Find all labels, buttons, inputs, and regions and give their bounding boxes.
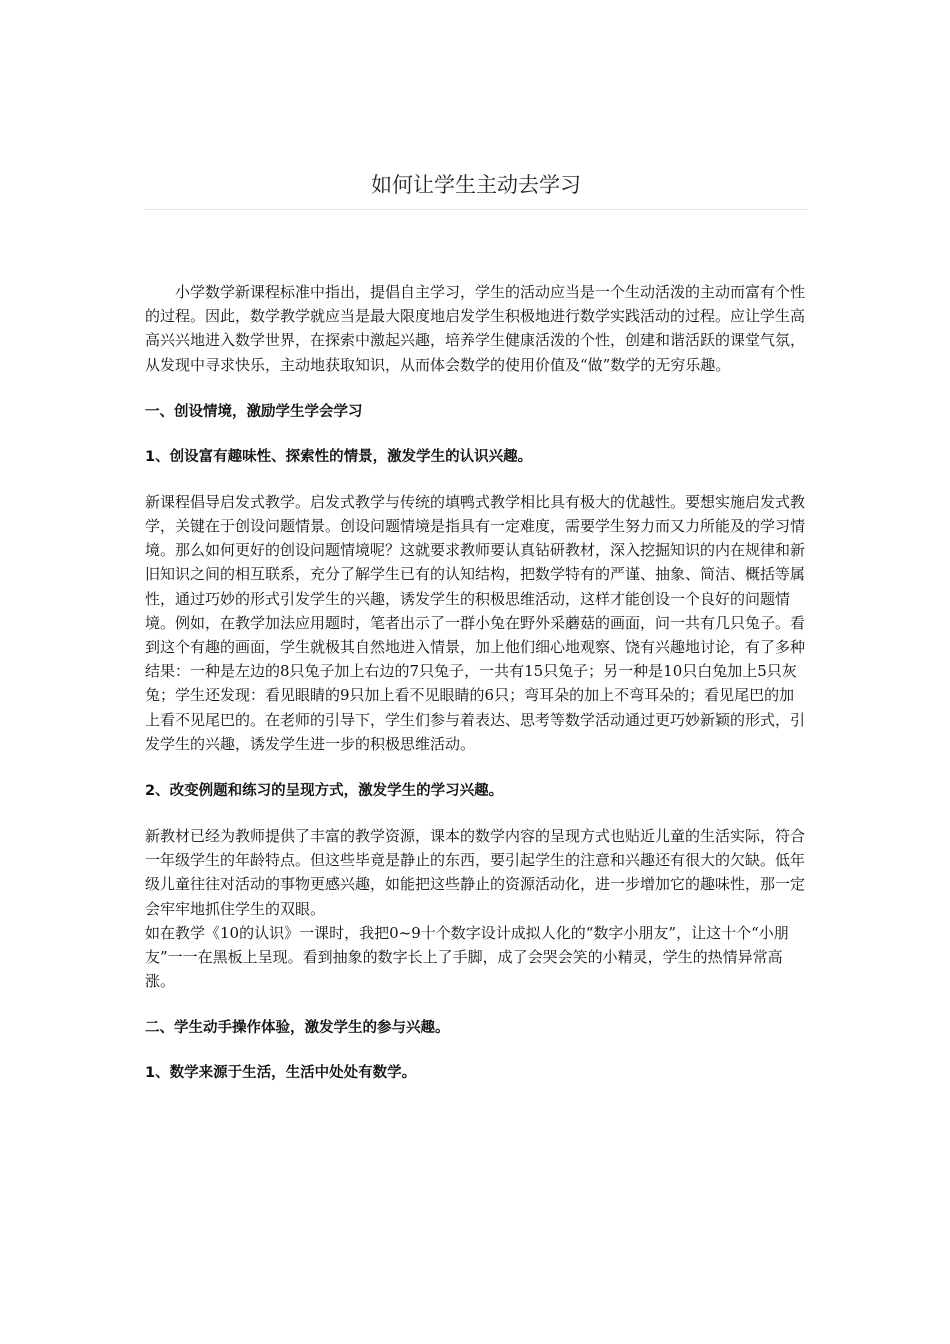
title-divider <box>145 209 807 210</box>
page-title: 如何让学生主动去学习 <box>371 173 581 197</box>
article-body <box>145 280 807 1085</box>
intro-paragraph: 小学数学新课程标准中指出，提倡自主学习，学生的活动应当是一个生动活泼的主动而富有个性的过程。因此，数学教学就应当是最大限度地启发学生积极地进行数学实践活动的过程。应让学生高高兴兴地进入数学世界，在探索中激起兴趣，培养学生健康活泼的个性，创建和谐活跃的课堂气氛，从发现中寻求快乐，主动地获取知识，从而体会数学的使用价值及“做”数学的无穷乐趣。 <box>145 283 806 374</box>
section-2-1-heading: 1、数学来源于生活，生活中处处有数学。 <box>145 1065 417 1082</box>
section-1-1-body: 新课程倡导启发式教学。启发式教学与传统的填鸭式教学相比具有极大的优越性。要想实施启发式教学，关键在于创设问题情景。创设问题情境是指具有一定难度，需要学生努力而又力所能及的学习情境。那么如何更好的创设问题情境呢？这就要求教师要认真钻研教材，深入挖掘知识的内在规律和新旧知识之间的相互联系，充分了解学生已有的认知结构，把数学特有的严谨、抽象、简洁、概括等属性，通过巧妙的形式引发学生的兴趣，诱发学生的积极思维活动，这样才能创设一个良好的问题情境。例如，在教学加法应用题时，笔者出示了一群小兔在野外采蘑菇的画面，问一共有几只兔子。看到这个有趣的画面，学生就极其自然地进入情景，加上他们细心地观察、饶有兴趣地讨论，有了多种结果：一种是左边的8只兔子加上右边的7只兔子，一共有15只兔子；另一种是10只白兔加上5只灰兔；学生还发现：看见眼睛的9只加上看不见眼睛的6只；弯耳朵的加上不弯耳朵的；看见尾巴的加上看不见尾巴的。在老师的引导下，学生们参与着表达、思考等数学活动通过更巧妙新颖的形式，引发学生的兴趣，诱发学生进一步的积极思维活动。 <box>145 492 806 753</box>
section-1-2-heading: 2、改变例题和练习的呈现方式，激发学生的学习兴趣。 <box>145 783 504 800</box>
section-1-2-body-1: 新教材已经为教师提供了丰富的教学资源，课本的数学内容的呈现方式也贴近儿童的生活实际，符合一年级学生的年龄特点。但这些毕竟是静止的东西，要引起学生的注意和兴趣还有很大的欠缺。低年级儿童往往对活动的事物更感兴趣，如能把这些静止的资源活动化，进一步增加它的趣味性，那一定会牢牢地抓住学生的双眼。 <box>145 827 806 918</box>
section-2-heading: 二、学生动手操作体验，激发学生的参与兴趣。 <box>145 1020 450 1037</box>
section-1-1-heading: 1、创设富有趣味性、探索性的情景，激发学生的认识兴趣。 <box>145 448 533 465</box>
section-1-heading: 一、创设情境，激励学生学会学习 <box>145 403 363 420</box>
section-1-2-body-2: 如在教学《10的认识》一课时，我把0~9十个数字设计成拟人化的“数字小朋友”，让这十个“小朋友”一一在黑板上呈现。看到抽象的数字长上了手脚，成了会哭会笑的小精灵，学生的热情异常高涨。 <box>145 923 789 991</box>
